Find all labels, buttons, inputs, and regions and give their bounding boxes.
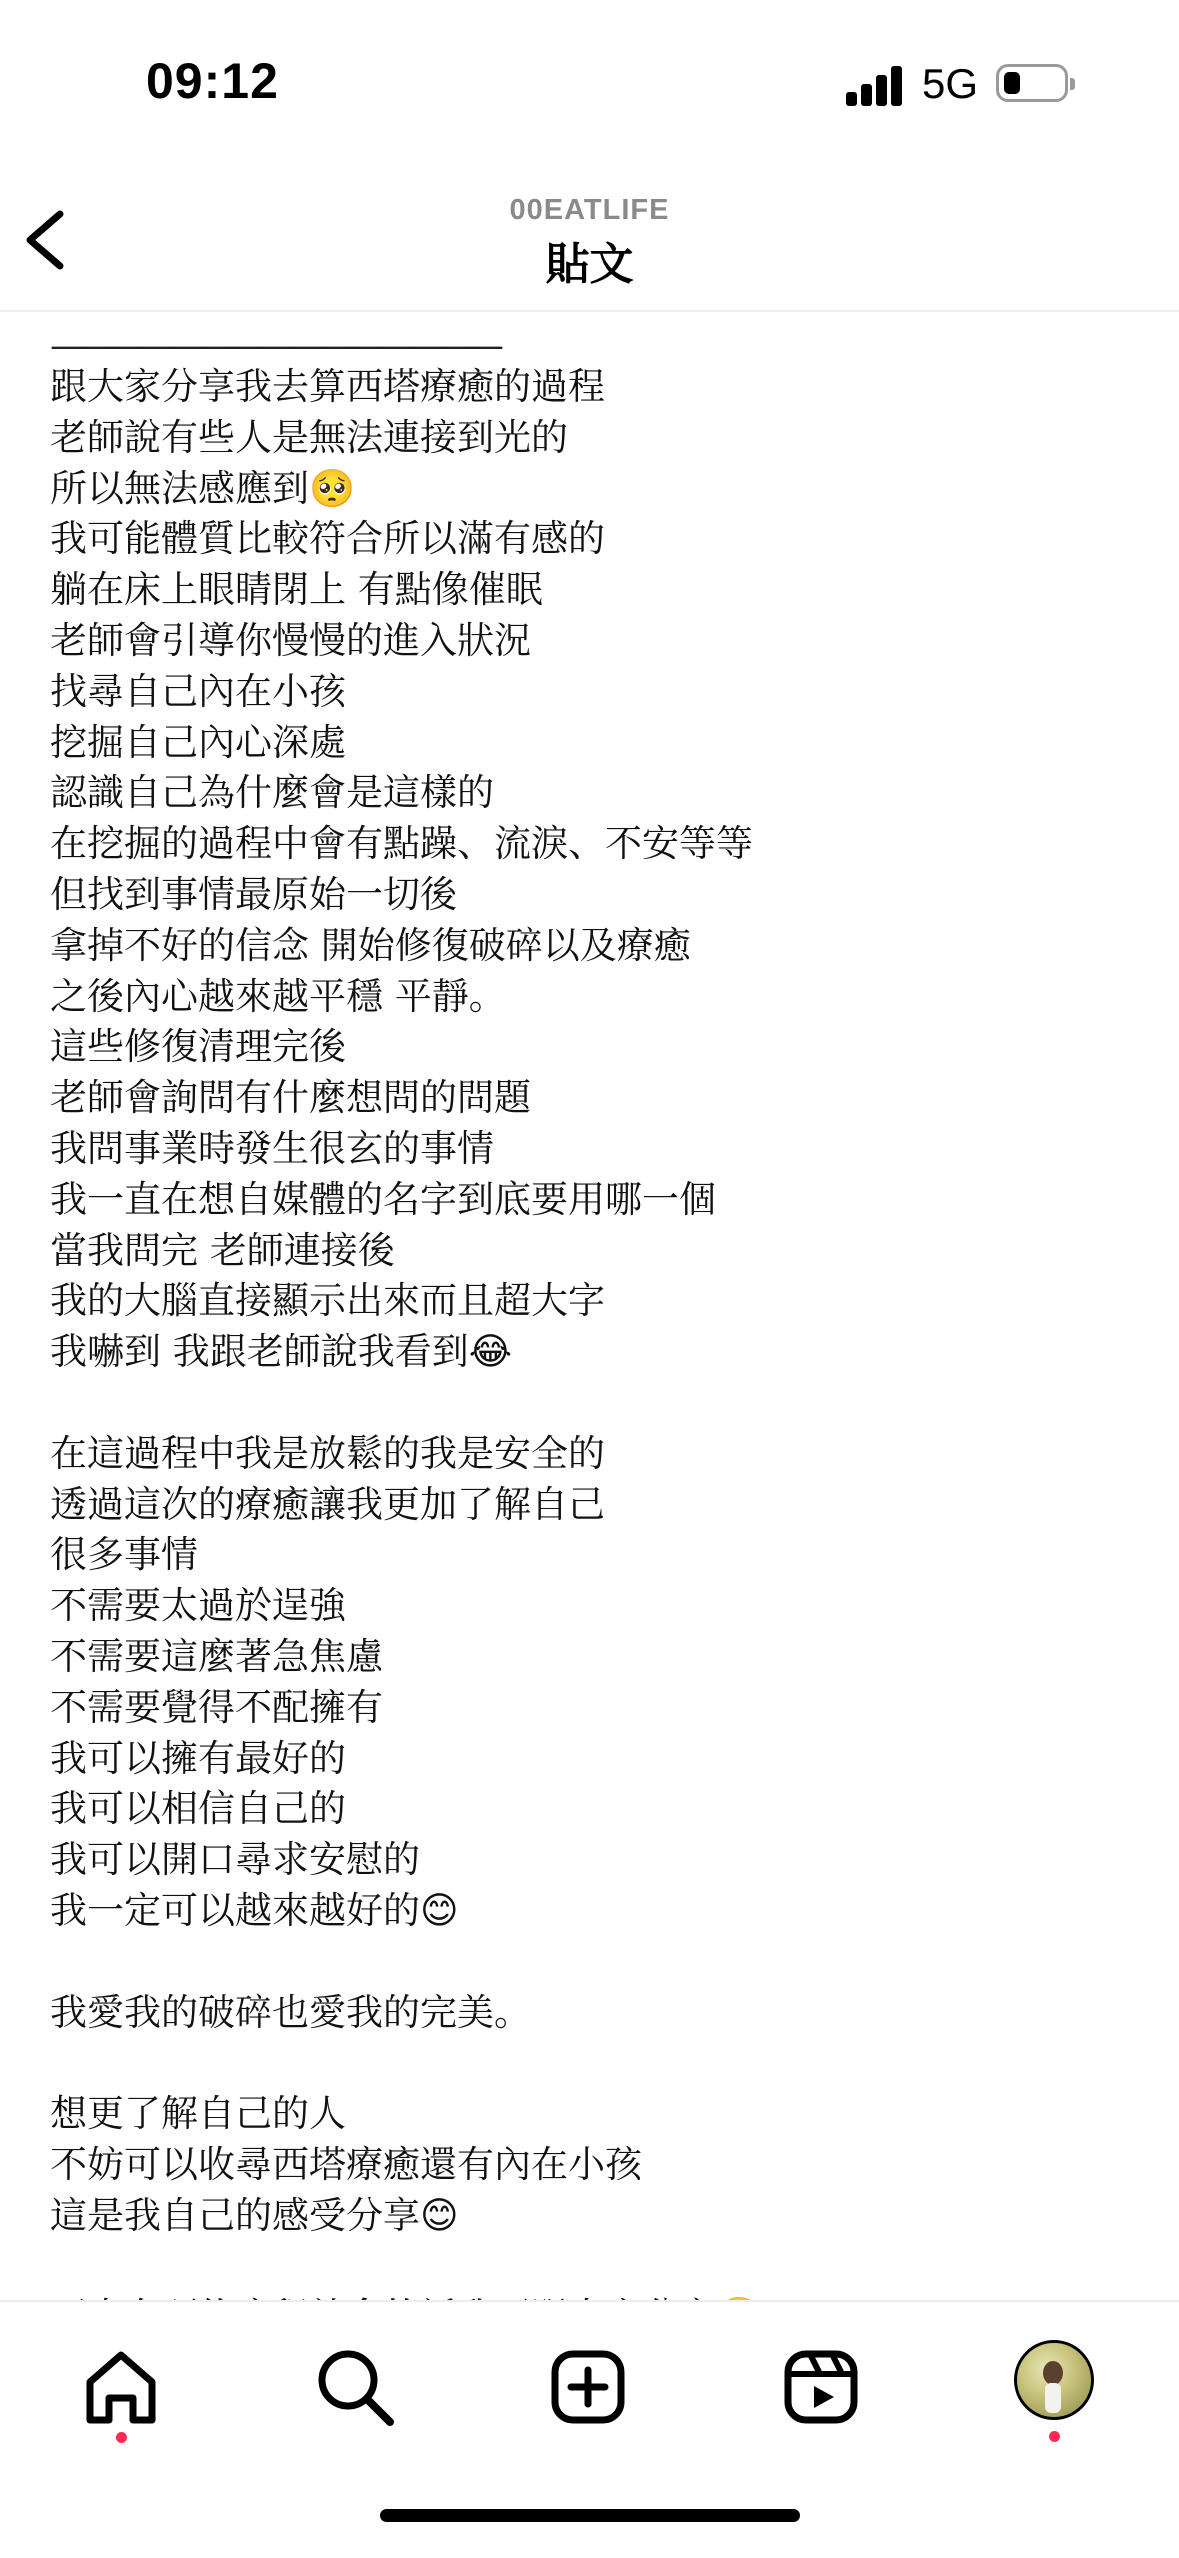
caption-line: 我問事業時發生很玄的事情 bbox=[50, 1126, 494, 1170]
caption-line: 當我問完 老師連接後 bbox=[50, 1228, 395, 1272]
caption-line: 不需要覺得不配擁有 bbox=[50, 1685, 383, 1729]
caption-line: 認識自己為什麼會是這樣的 bbox=[50, 771, 494, 815]
reels-icon bbox=[776, 2342, 866, 2432]
account-name[interactable]: 00EATLIFE bbox=[509, 194, 670, 226]
caption-line: 我一直在想自媒體的名字到底要用哪一個 bbox=[50, 1177, 716, 1221]
caption-line: 我一定可以越來越好的😊 bbox=[50, 1888, 459, 1932]
create-post-icon bbox=[543, 2342, 633, 2432]
caption-line: 老師會引導你慢慢的進入狀況 bbox=[50, 618, 531, 662]
caption-line: 不妨可以收尋西塔療癒還有內在小孩 bbox=[50, 2142, 642, 2186]
status-time: 09:12 bbox=[146, 53, 279, 109]
post-divider-line: ——————————————— bbox=[50, 326, 500, 366]
caption-line: 在這過程中我是放鬆的我是安全的 bbox=[50, 1431, 605, 1475]
caption-line: 但找到事情最原始一切後 bbox=[50, 872, 457, 916]
caption-line: 老師會詢問有什麼想問的問題 bbox=[50, 1076, 531, 1120]
caption-blank-line bbox=[50, 1378, 1130, 1429]
caption-line: 我可能體質比較符合所以滿有感的 bbox=[50, 517, 605, 561]
caption-line: 我愛我的破碎也愛我的完美。 bbox=[50, 1990, 531, 2034]
profile-notification-dot bbox=[1049, 2431, 1060, 2442]
tab-search[interactable] bbox=[310, 2342, 400, 2432]
caption-line: 這些修復清理完後 bbox=[50, 1025, 346, 1069]
search-icon bbox=[310, 2342, 400, 2432]
caption-line: 我嚇到 我跟老師說我看到😂 bbox=[50, 1330, 512, 1374]
caption-line: 我可以開口尋求安慰的 bbox=[50, 1838, 420, 1882]
home-indicator bbox=[380, 2509, 800, 2522]
tab-home[interactable] bbox=[76, 2342, 166, 2432]
caption-line: 我可以相信自己的 bbox=[50, 1787, 346, 1831]
caption-line: 想更了解自己的人 bbox=[50, 2092, 346, 2136]
caption-line: 透過這次的療癒讓我更加了解自己 bbox=[50, 1482, 605, 1526]
profile-avatar[interactable] bbox=[1014, 2340, 1094, 2420]
caption-line: 跟大家分享我去算西塔療癒的過程 bbox=[50, 365, 605, 408]
caption-line: 我的大腦直接顯示出來而且超大字 bbox=[50, 1279, 605, 1323]
caption-blank-line bbox=[50, 2038, 1130, 2089]
caption-line: 躺在床上眼睛閉上 有點像催眠 bbox=[50, 568, 543, 612]
caption-line: 不需要這麼著急焦慮 bbox=[50, 1634, 383, 1678]
network-type: 5G bbox=[922, 60, 979, 107]
tab-reels[interactable] bbox=[776, 2342, 866, 2432]
caption-line: 不需要太過於逞強 bbox=[50, 1584, 346, 1628]
caption-blank-line bbox=[50, 2241, 1130, 2292]
caption-line: 很多事情 bbox=[50, 1533, 198, 1577]
caption-line: 在挖掘的過程中會有點躁、流淚、不安等等 bbox=[50, 822, 753, 866]
caption-line: 老師說有些人是無法連接到光的 bbox=[50, 415, 568, 459]
home-notification-dot bbox=[116, 2432, 127, 2443]
home-icon bbox=[76, 2342, 166, 2432]
caption-line: 挖掘自己內心深處 bbox=[50, 720, 346, 764]
post-caption bbox=[50, 362, 1130, 2343]
avatar-image bbox=[1017, 2343, 1091, 2417]
caption-line: 找尋自己內在小孩 bbox=[50, 669, 346, 713]
caption-line: 所以無法感應到🥺 bbox=[50, 466, 356, 510]
caption-blank-line bbox=[50, 1937, 1130, 1988]
caption-line: 之後內心越來越平穩 平靜。 bbox=[50, 974, 506, 1018]
caption-line: 我可以擁有最好的 bbox=[50, 1736, 346, 1780]
tab-create[interactable] bbox=[543, 2342, 633, 2432]
caption-line: 拿掉不好的信念 開始修復破碎以及療癒 bbox=[50, 923, 691, 967]
post-body bbox=[0, 312, 1179, 2300]
caption-line: 這是我自己的感受分享😊 bbox=[50, 2193, 459, 2237]
page-title: 貼文 bbox=[545, 239, 634, 290]
